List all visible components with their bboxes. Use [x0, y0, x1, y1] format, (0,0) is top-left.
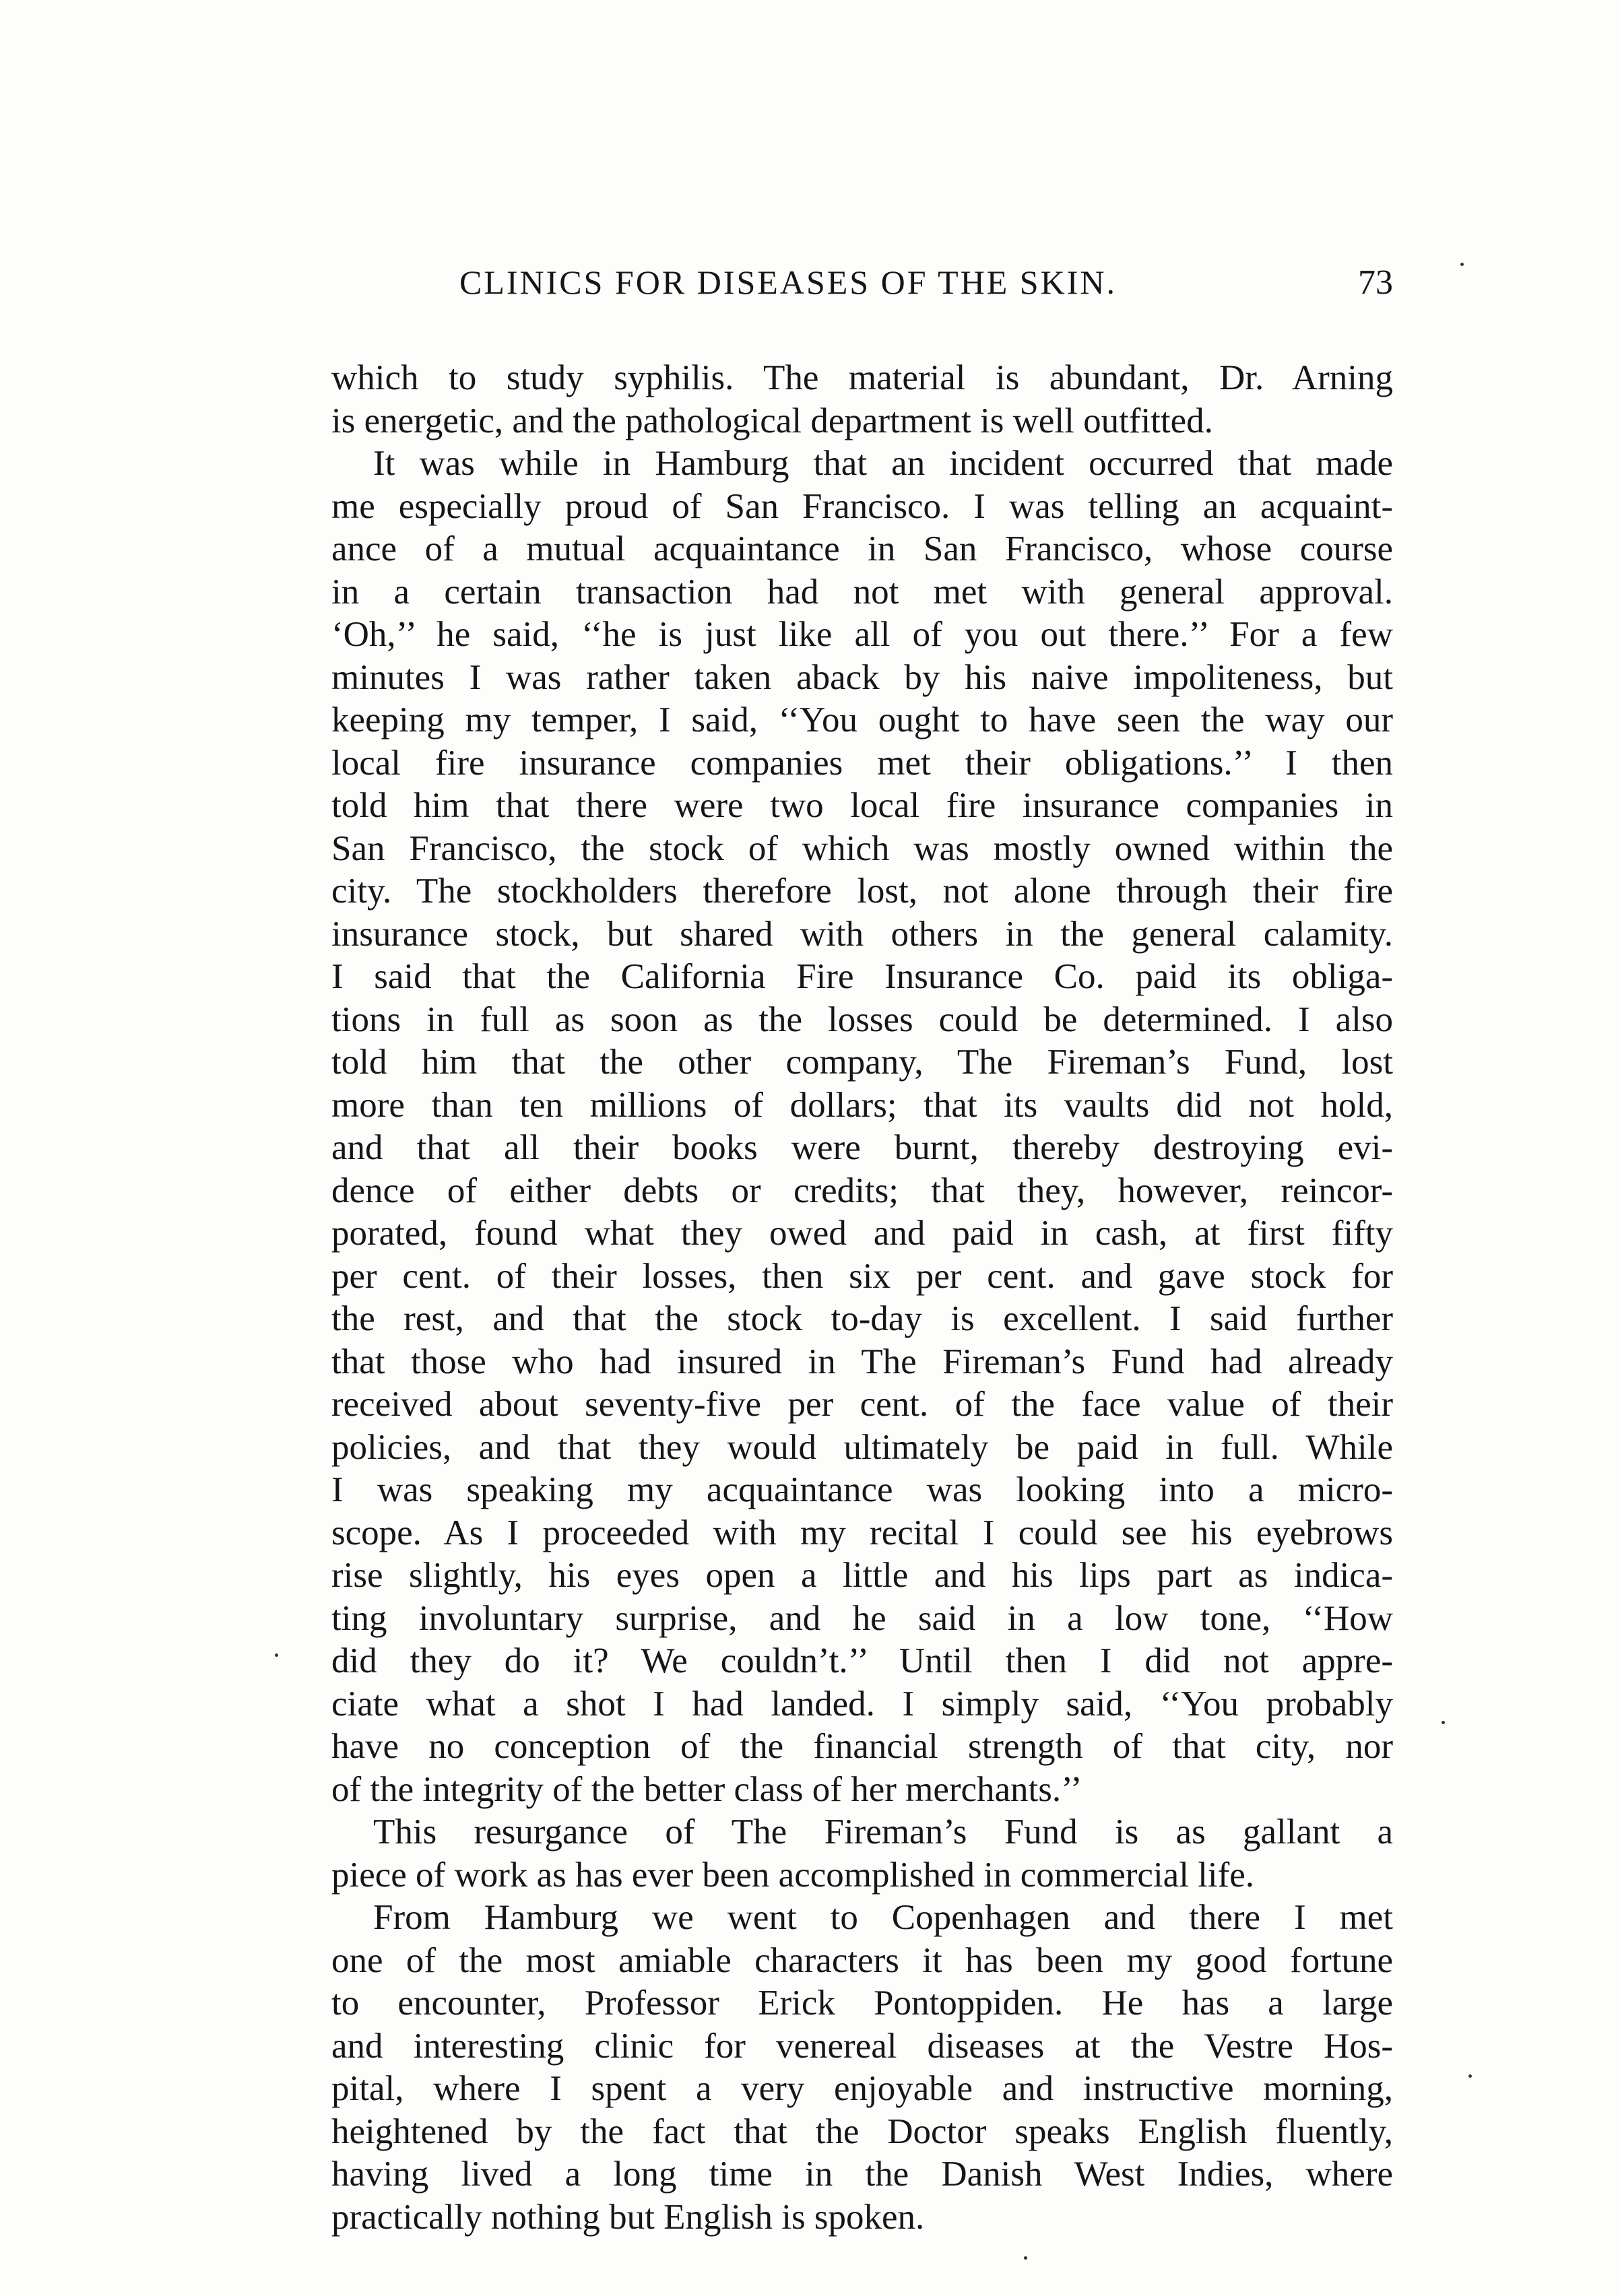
page-number: 73 [1358, 263, 1393, 302]
text-line: the rest, and that the stock to-day is excellent. I said further [331, 1299, 1393, 1338]
text-line: keeping my temper, I said, ‘‘You ought to have seen the way our [331, 700, 1393, 740]
text-line: piece of work as has ever been accomplished in commercial life. [331, 1855, 1255, 1895]
body-text [331, 357, 1393, 2239]
scan-speck [1024, 2256, 1027, 2260]
text-line: scope. As I proceeded with my recital I could see his eyebrows [331, 1513, 1393, 1552]
text-line: heightened by the fact that the Doctor speaks English fluently, [331, 2111, 1393, 2151]
text-line: ‘Oh,’’ he said, ‘‘he is just like all of you out there.’’ For a few [331, 615, 1393, 654]
text-line: of the integrity of the better class of her merchants.’’ [331, 1769, 1082, 1809]
text-line: ance of a mutual acquaintance in San Francisco, whose course [331, 529, 1393, 568]
text-line: policies, and that they would ultimately be paid in full. While [331, 1427, 1393, 1467]
text-line: practically nothing but English is spoken. [331, 2197, 925, 2237]
scan-speck [275, 1653, 278, 1657]
text-line: ting involuntary surprise, and he said in a low tone, ‘‘How [331, 1598, 1393, 1638]
text-line: more than ten millions of dollars; that its vaults did not hold, [331, 1085, 1393, 1125]
text-line: told him that there were two local fire insurance companies in [331, 786, 1393, 825]
text-line: tions in full as soon as the losses could be determined. I also [331, 999, 1393, 1039]
text-line: told him that the other company, The Fireman’s Fund, lost [331, 1043, 1393, 1082]
scan-speck [1442, 1721, 1445, 1724]
text-line: minutes I was rather taken aback by his naive impoliteness, but [331, 657, 1393, 697]
text-line: insurance stock, but shared with others in the general calamity. [331, 914, 1393, 954]
text-line: rise slightly, his eyes open a little and his lips part as indica- [331, 1556, 1393, 1595]
scan-speck [1460, 263, 1464, 266]
text-line: and interesting clinic for venereal diseases at the Vestre Hos- [331, 2026, 1393, 2066]
page-header [331, 263, 1393, 317]
text-line: have no conception of the financial strength of that city, nor [331, 1727, 1393, 1766]
text-line: ciate what a shot I had landed. I simply said, ‘‘You probably [331, 1684, 1393, 1724]
text-line: This resurgance of The Fireman’s Fund is as gallant a [373, 1812, 1393, 1851]
text-line: that those who had insured in The Fireman’s Fund had already [331, 1342, 1393, 1381]
text-line: is energetic, and the pathological department is well outfitted. [331, 401, 1213, 440]
text-line: to encounter, Professor Erick Pontoppiden. He has a large [331, 1983, 1393, 2023]
text-line: did they do it? We couldn’t.’’ Until then I did not appre- [331, 1641, 1393, 1680]
text-line: city. The stockholders therefore lost, not alone through their fire [331, 872, 1393, 911]
text-line: pital, where I spent a very enjoyable and instructive morning, [331, 2069, 1393, 2108]
text-line: one of the most amiable characters it has been my good fortune [331, 1940, 1393, 1980]
text-line: dence of either debts or credits; that they, however, reincor- [331, 1171, 1393, 1210]
text-line: in a certain transaction had not met with general approval. [331, 572, 1393, 612]
running-title: CLINICS FOR DISEASES OF THE SKIN. [459, 263, 1117, 301]
text-line: which to study syphilis. The material is abundant, Dr. Arning [331, 358, 1393, 397]
text-line: and that all their books were burnt, thereby destroying evi- [331, 1128, 1393, 1167]
text-line: received about seventy-five per cent. of the face value of their [331, 1385, 1393, 1424]
text-line: It was while in Hamburg that an incident occurred that made [373, 444, 1393, 483]
text-line: San Francisco, the stock of which was mostly owned within the [331, 828, 1393, 868]
text-line: per cent. of their losses, then six per cent. and gave stock for [331, 1256, 1393, 1296]
text-line: I said that the California Fire Insurance Co. paid its obliga- [331, 957, 1393, 996]
scan-speck [1468, 2074, 1472, 2078]
text-line: porated, found what they owed and paid in cash, at first fifty [331, 1214, 1393, 1253]
text-line: having lived a long time in the Danish West Indies, where [331, 2155, 1393, 2194]
text-line: me especially proud of San Francisco. I was telling an acquaint- [331, 486, 1393, 526]
text-line: From Hamburg we went to Copenhagen and there I met [373, 1898, 1393, 1937]
text-line: local fire insurance companies met their obligations.’’ I then [331, 743, 1393, 783]
text-line: I was speaking my acquaintance was looking into a micro- [331, 1470, 1393, 1509]
